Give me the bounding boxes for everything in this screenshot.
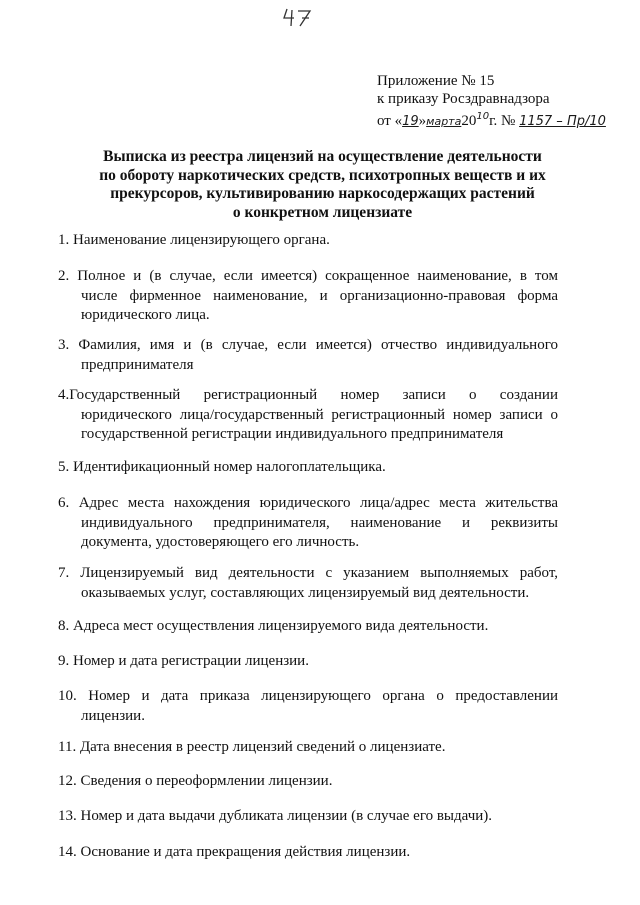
- document-title: [60, 148, 585, 222]
- list-item-line: 5. Идентификационный номер налогоплательщика.: [58, 459, 386, 475]
- list-item-line: 4.Государственный регистрационный номер записи о создании: [58, 387, 558, 403]
- handwritten-year: 10: [476, 111, 490, 122]
- list-item-line: документа, удостоверяющего его личность.: [81, 534, 360, 550]
- title-line: по обороту наркотических средств, психотропных веществ и их: [99, 166, 546, 184]
- handwritten-order-number: 1157 – Пр/10: [519, 114, 606, 129]
- list-item-line: предпринимателя: [81, 356, 194, 373]
- appendix-line-1: Приложение № 15: [377, 73, 495, 89]
- number-prefix: г. №: [489, 113, 516, 129]
- list-item-line: 12. Сведения о переоформлении лицензии.: [58, 773, 333, 789]
- list-item-line: 9. Номер и дата регистрации лицензии.: [58, 653, 309, 669]
- list-item-11: [58, 738, 558, 758]
- list-item-8: [58, 617, 558, 637]
- list-item-6: [58, 494, 558, 553]
- handwritten-page-number: [283, 6, 323, 28]
- appendix-block: [377, 72, 606, 131]
- year-prefix: 20: [461, 113, 477, 129]
- list-item-line: лицензии.: [81, 707, 145, 724]
- list-item-3: [58, 336, 558, 375]
- list-item-line: 8. Адреса мест осуществления лицензируемого вида деятельности.: [58, 618, 489, 634]
- list-item-9: [58, 652, 558, 672]
- title-line: прекурсоров, культивированию наркосодержащих растений: [110, 185, 535, 202]
- list-item-12: [58, 772, 558, 792]
- list-item-13: [58, 807, 558, 827]
- list-item-10: [58, 687, 558, 726]
- list-item-line: 6. Адрес места нахождения юридического лица/адрес места жительства: [58, 495, 558, 511]
- list-item-5: [58, 458, 558, 478]
- title-line: Выписка из реестра лицензий на осуществление деятельности: [103, 148, 542, 165]
- list-item-line: юридического лица.: [81, 307, 210, 323]
- list-item-line: числе фирменное наименование, и организационно-правовая форма: [81, 287, 558, 304]
- list-item-7: [58, 564, 558, 603]
- list-item-line: 3. Фамилия, имя и (в случае, если имеется) отчество индивидуального: [58, 337, 558, 353]
- list-item-line: 2. Полное и (в случае, если имеется) сокращенное наименование, в том: [58, 268, 558, 284]
- list-item-line: юридического лица/государственный регистрационный номер записи о: [81, 406, 558, 423]
- list-item-4: [58, 386, 558, 445]
- appendix-line-2: к приказу Росздравнадзора: [377, 91, 550, 107]
- list-item-line: 10. Номер и дата приказа лицензирующего органа о предоставлении: [58, 688, 558, 704]
- close-quote: »: [418, 113, 427, 129]
- title-line: о конкретном лицензиате: [232, 203, 413, 221]
- list-item-line: 1. Наименование лицензирующего органа.: [58, 232, 330, 248]
- list-item-line: оказываемых услуг, составляющих лицензируемый вид деятельности.: [81, 584, 530, 601]
- appendix-date-line: [377, 108, 606, 131]
- from-prefix: от «: [377, 113, 403, 129]
- handwritten-day: 19: [402, 114, 419, 129]
- list-item-line: 13. Номер и дата выдачи дубликата лицензии (в случае его выдачи).: [58, 808, 493, 824]
- list-item-line: 14. Основание и дата прекращения действия лицензии.: [58, 844, 411, 860]
- list-item-14: [58, 843, 558, 863]
- list-item-1: [58, 231, 558, 251]
- list-item-line: индивидуального предпринимателя, наименование и реквизиты: [81, 514, 558, 531]
- handwritten-month: марта: [426, 115, 462, 128]
- list-item-2: [58, 267, 558, 326]
- list-item-line: 11. Дата внесения в реестр лицензий сведений о лицензиате.: [58, 739, 446, 755]
- list-item-line: 7. Лицензируемый вид деятельности с указанием выполняемых работ,: [58, 565, 558, 581]
- list-item-line: государственной регистрации индивидуального предпринимателя: [81, 426, 504, 442]
